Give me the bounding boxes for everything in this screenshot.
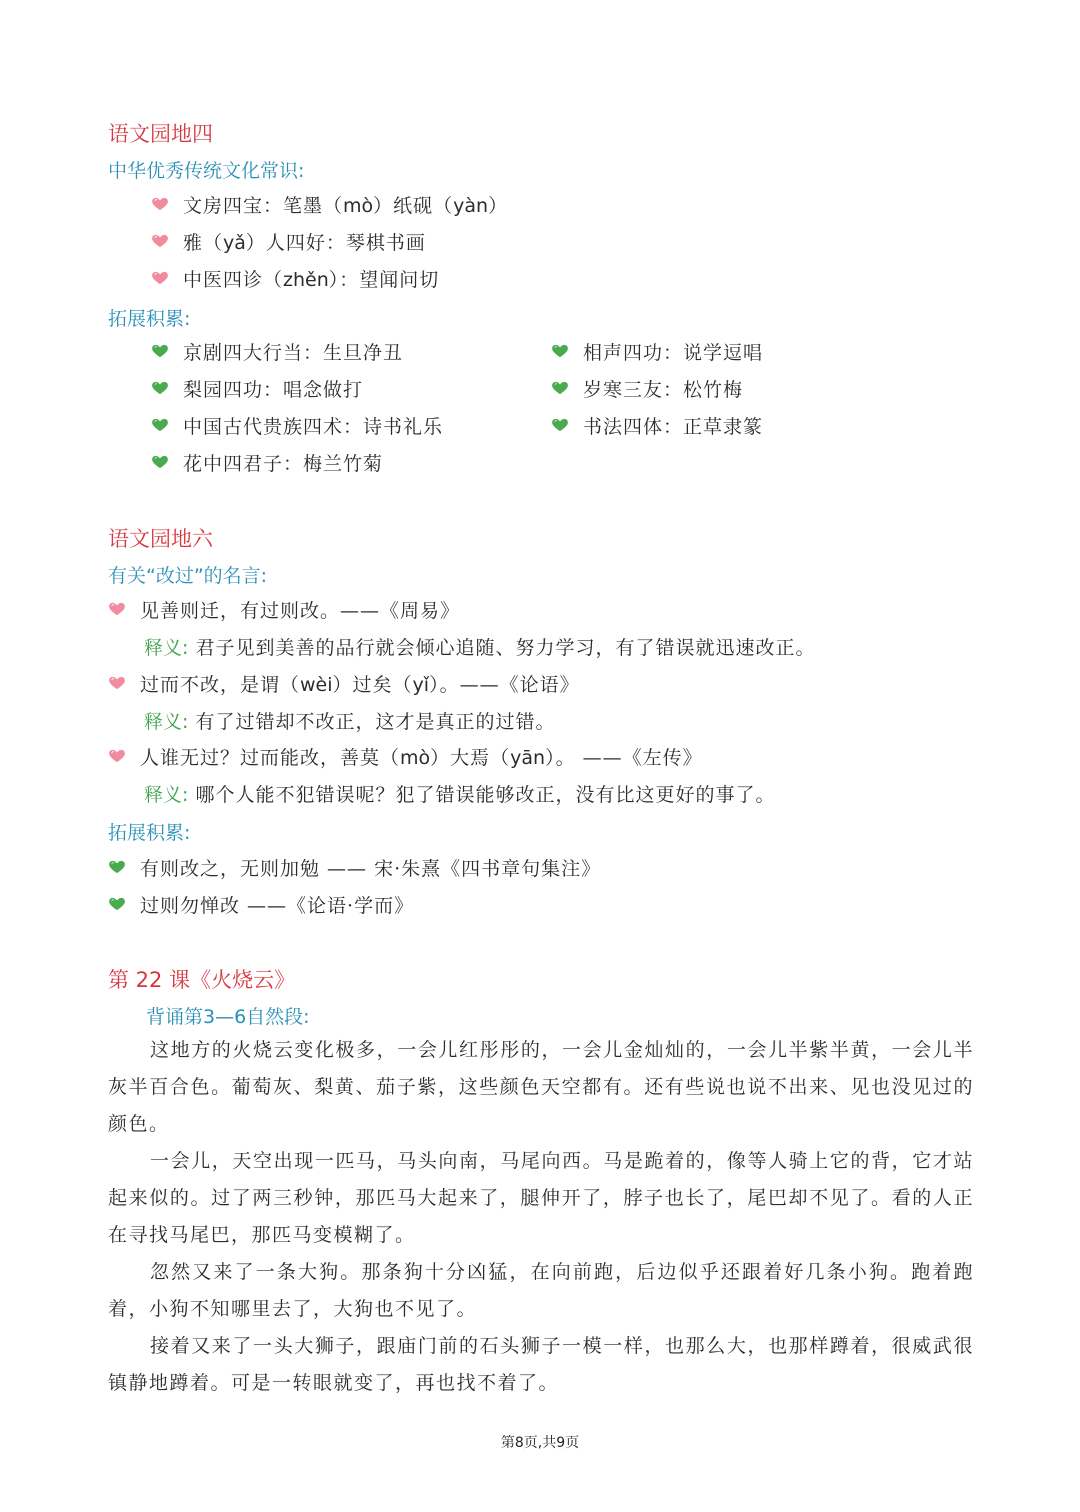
green-heart-icon	[551, 381, 569, 395]
lesson-subtitle: 背诵第3—6自然段:	[146, 1006, 310, 1028]
pink-heart-icon	[151, 234, 169, 248]
green-heart-icon	[151, 344, 169, 358]
quote-1: 见善则迁，有过则改。——《周易》	[140, 600, 461, 622]
quote-2: 过而不改，是谓（wèi）过矣（yǐ）。——《论语》	[140, 674, 580, 696]
subtitle-quotes: 有关“改过”的名言:	[108, 565, 268, 587]
pink-heart-icon	[108, 749, 126, 763]
green-heart-icon	[108, 860, 126, 874]
paragraph-4: 一会儿，天空出现一匹马，马头向南，马尾向西。马是跪着的，像等人骑上它的背，它才站起来似的。过了两三秒钟，那匹马大起来了，腿伸开了，脖子也长了，尾巴却不见了。看的人正在寻找马尾巴，那匹马变模糊了。	[108, 1150, 974, 1246]
green-heart-icon	[151, 381, 169, 395]
paragraph-5: 忽然又来了一条大狗。那条狗十分凶猛，在向前跑，后边似乎还跟着好几条小狗。跑着跑着，小狗不知哪里去了，大狗也不见了。	[108, 1261, 974, 1320]
green-heart-icon	[551, 344, 569, 358]
quote-3: 人谁无过？过而能改，善莫（mò）大焉（yān）。 ——《左传》	[140, 747, 703, 769]
paragraph-6: 接着又来了一头大狮子，跟庙门前的石头狮子一模一样，也那么大，也那样蹲着，很威武很镇静地蹲着。可是一转眼就变了，再也找不着了。	[108, 1335, 974, 1394]
subtitle-extended-2: 拓展积累:	[108, 822, 191, 844]
pink-heart-icon	[151, 271, 169, 285]
gloss-1: 释义: 君子见到美善的品行就会倾心追随、努力学习，有了错误就迅速改正。	[144, 637, 816, 659]
green-heart-icon	[551, 418, 569, 432]
pink-heart-icon	[108, 602, 126, 616]
gloss-2: 释义: 有了过错却不改正，这才是真正的过错。	[144, 711, 556, 733]
paragraph-3: 这地方的火烧云变化极多，一会儿红彤彤的，一会儿金灿灿的，一会儿半紫半黄，一会儿半灰半百合色。葡萄灰、梨黄、茄子紫，这些颜色天空都有。还有些说也说不出来、见也没见过的颜色。	[108, 1039, 974, 1135]
extended-quote-2: 过则勿惮改 ——《论语·学而》	[140, 895, 415, 917]
subtitle-culture-knowledge: 中华优秀传统文化常识:	[108, 160, 305, 182]
section-title-4: 语文园地四	[108, 122, 213, 146]
green-heart-icon	[108, 897, 126, 911]
list-item: 中医四诊（zhěn）：望闻问切	[183, 269, 440, 291]
page-number: 第8页,共9页	[500, 1435, 580, 1451]
list-item: 文房四宝：笔墨（mò）纸砚（yàn）	[183, 195, 509, 217]
gloss-3: 释义: 哪个人能不犯错误呢？犯了错误能够改正，没有比这更好的事了。	[144, 784, 776, 806]
green-heart-icon	[151, 455, 169, 469]
list-item: 中国古代贵族四术：诗书礼乐	[183, 416, 444, 438]
list-item: 雅（yǎ）人四好：琴棋书画	[183, 232, 426, 254]
list-item: 书法四体：正草隶篆	[583, 416, 764, 438]
list-item: 花中四君子：梅兰竹菊	[183, 453, 384, 475]
pink-heart-icon	[151, 197, 169, 211]
green-heart-icon	[151, 418, 169, 432]
extended-quote-1: 有则改之，无则加勉 —— 宋·朱熹《四书章句集注》	[140, 858, 602, 880]
pink-heart-icon	[108, 676, 126, 690]
lesson-title: 第 22 课《火烧云》	[108, 968, 296, 992]
list-item: 京剧四大行当：生旦净丑	[183, 342, 404, 364]
list-item: 相声四功：说学逗唱	[583, 342, 764, 364]
section-title-6: 语文园地六	[108, 527, 213, 551]
list-item: 岁寒三友：松竹梅	[583, 379, 744, 401]
subtitle-extended: 拓展积累:	[108, 308, 191, 330]
list-item: 梨园四功：唱念做打	[183, 379, 364, 401]
